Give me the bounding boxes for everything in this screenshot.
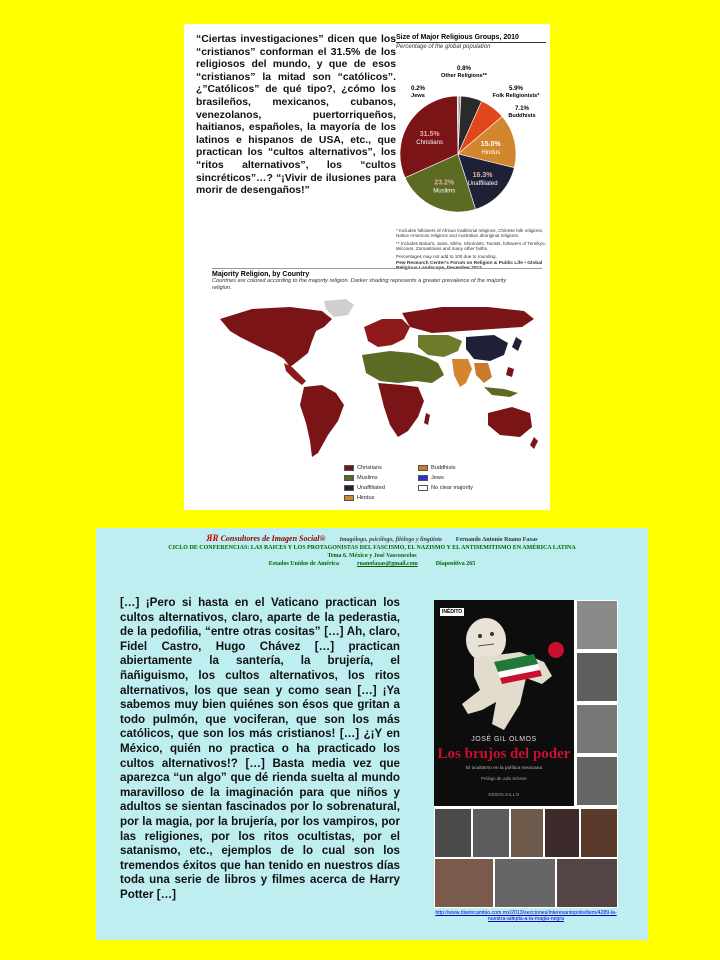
header-email-link[interactable]: ruanofaxas@gmail.com [356,561,418,567]
pie-source: Pew Research Center's Forum on Religion & Public Life • Global Religious Landscape, December 2012 [396,261,543,272]
portrait-photo [434,858,494,908]
legend-swatch [344,485,354,491]
legend-swatch [418,475,428,481]
legend-item-christians [344,465,382,471]
header-cycle: CICLO DE CONFERENCIAS: LAS RAICES Y LOS PROTAGONISTAS DEL FASCISMO, EL NAZISMO Y EL ANTISEMITISMO EN AMÉRICA LATINA [168,545,576,551]
portrait-photo [556,858,618,908]
brand-name: Consultores de Imagen Social® [220,534,326,543]
pie-label-name: Buddhists [508,113,536,119]
pie-label-value: 0.2% [410,85,426,92]
pie-label-value: 0.8% [456,65,472,72]
pie-label-value: 15.0% [480,141,501,149]
pie-label-name: Muslims [433,188,456,195]
intro-text: “Ciertas investigaciones” dicen que los “cristianos” conforman el 31.5% de los religiosos del mundo, y que de esos “cristianos” la mitad son “católicos”. ¿”Católicos” de qué tipo?, ¿cómo los brasileños, mexicanos, cubanos, venezolanos, puertorriqueños, haitianos, españoles, la mayoría de los latinos e hispanos de USA, etc., que practican los “cultos alternativos”, los “ritos alternativos”, los “cultos sincréticos”…? “¡Vivir de ilusiones para morir de desengaños!” [196,34,396,197]
book-prologue: Prólogo de Julio Scherer [481,776,527,781]
header-slide-number: Diapositiva 265 [435,561,476,567]
pie-label-name: Hindus [481,150,501,157]
pie-label-name: Folk Religionists* [492,93,540,99]
bottom-slide [96,528,648,940]
header-line-3 [96,560,648,568]
pie-chart-subtitle: Percentage of the global population [396,44,491,50]
portrait-photo [576,652,618,702]
legend-label: Buddhists [431,465,456,471]
portrait-photo [576,600,618,650]
portrait-photo [576,756,618,806]
header-brand [206,534,325,543]
legend-item-unaffiliated [344,485,385,491]
pie-chart-title: Size of Major Religious Groups, 2010 [396,34,546,43]
legend-swatch [344,465,354,471]
pie-note-2: ** Includes Bahai's, Jains, Sikhs, Shintoists, Taoists, followers of Tenrikyo, Wiccans, Zoroastrians and many other faiths. [396,240,546,252]
legend-label: Jews [431,475,444,481]
book-title: Los brujos del poder [437,746,571,762]
pie-chart-notes [396,228,546,274]
world-map-panel [212,268,542,508]
top-slide [184,24,550,510]
pie-chart [396,56,546,226]
source-url-link[interactable]: http://www.diariocambio.com.mx/2013/secciones/interesantopolis/item/4289-la-nuestra-adepta-a-la-magia-negra [435,910,617,922]
header-country: Estados Unidos de América [268,561,339,567]
legend-label: Unaffiliated [357,485,385,491]
legend-item-hindus [344,495,374,501]
voodoo-doll-image [434,606,574,736]
book-collage [434,600,618,908]
pie-label-name: Christians [416,139,443,146]
legend-swatch [418,465,428,471]
body-text: […] ¡Pero si hasta en el Vaticano practican los cultos alternativos, claro, aparte de la pederastia, de la pedofilia, “entre otras cositas” […] Ah, claro, Fidel Castro, Hugo Chávez […] practican abiertamente la santería, la brujería, el ñañiguismo, los cultos alternativos, los ritos alternativos, los que sean y como sean […] ¡Ya sabemos muy bien quiénes son ésos que gritan a todo pulmón, que vociferan, que son los más católicos, que son los más cristianos! […] ¿¡Y en México, quién no practica o ha practicado los cultos alternativos!? […] Basta media vez que aparezca “un algo” que dé rienda suelta al mundo maravilloso de la imaginación para que niños y adultos se sientan fascinados por lo sobrenatural, por la magia, por la brujería, por los vampiros, por las religiones, por los ritos ocultistas, por el satanismo, etc., ejemplos de lo cual son los tremendos éxitos que han tenido en nuestros días toda una serie de libros y filmes acerca de Harry Potter […] [120,596,400,901]
pie-label-value: 16.3% [472,171,493,179]
legend-swatch [418,485,428,491]
book-cover [434,600,574,806]
portrait-photo [434,808,472,858]
portrait-photo [510,808,544,858]
pie-label-value: 7.1% [514,105,530,112]
book-badge: INÉDITO [442,609,463,615]
portrait-photo [472,808,510,858]
header-line-1 [96,534,648,544]
pie-label-value: 23.2% [434,179,455,187]
legend-label: Christians [357,465,382,471]
portrait-photo [494,858,556,908]
world-map [212,297,542,465]
book-author: JOSÉ GIL OLMOS [471,736,537,743]
header-roles: Imagólogo, psicólogo, filólogo y lingüista [339,537,442,543]
pie-label-value: 5.9% [508,85,524,92]
legend-label: Hindus [357,495,375,501]
pie-label-value: 31.5% [419,130,440,138]
slide-header [96,534,648,568]
brand-logo: ЯR [206,533,219,543]
portrait-photo [576,704,618,754]
header-author: Fernando Antonio Ruano Faxas [455,537,538,543]
legend-label: Muslims [357,475,378,481]
portrait-photo [580,808,618,858]
legend-item-no-clear-majority [418,485,473,491]
book-subtitle: El ocultismo en la política mexicana [466,766,542,771]
pie-label-name: Unaffiliated [467,180,498,187]
legend-label: No clear majority [431,485,473,491]
header-topic: Tema 6. México y José Vasconcelos [327,553,417,559]
book-publisher: DEBOLSILLO [488,792,520,797]
pie-chart-panel [396,34,546,286]
portrait-photo [544,808,580,858]
map-title: Majority Religion, by Country [212,271,310,278]
legend-item-jews [418,475,444,481]
legend-swatch [344,475,354,481]
legend-item-muslims [344,475,378,481]
legend-item-buddhists [418,465,456,471]
pie-label-name: Jews [411,93,425,99]
map-subtitle: Countries are colored according to the majority religion. Darker shading represents a greater prevalence of the majority religion. [212,278,507,291]
pie-label-name: Other Religions** [440,73,488,79]
legend-swatch [344,495,354,501]
pie-note-3: Percentages may not add to 100 due to rounding. [396,253,497,259]
pie-note-1: * Includes followers of African traditional religions, Chinese folk religions, Native American religions and Australian aboriginal religions. [396,228,544,239]
